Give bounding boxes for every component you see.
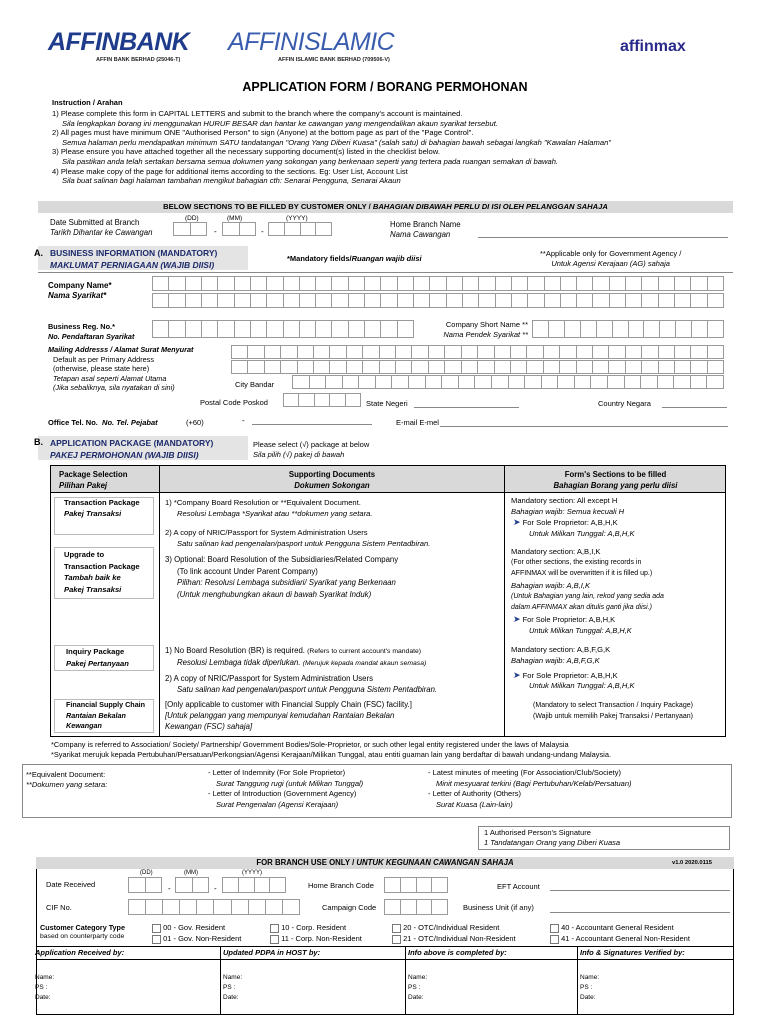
state-label: State Negeri (366, 399, 408, 408)
p1-sole-en: For Sole Proprietor: A,B,H,K (522, 518, 618, 527)
reg-no-label (48, 322, 134, 342)
mailing-address-line3: (otherwise, please state here) (53, 364, 150, 373)
transaction-package-en: Transaction Package (64, 498, 140, 507)
fsc-package-label (66, 700, 145, 732)
home-branch-label (390, 220, 461, 240)
p1-doc1 (165, 497, 372, 519)
instruction-1-ms: Sila lengkapkan borang ini menggunakan HURUF BESAR dan hantar ke cawangan yang mengendalikan akaun syarikat tersebut. (62, 118, 498, 128)
date-submitted-label (50, 218, 152, 238)
section-b-title-en: APPLICATION PACKAGE (MANDATORY) (50, 438, 214, 448)
date-received-label: Date Received (46, 880, 96, 889)
sig2-date: Date: (223, 994, 239, 1001)
sig2-fields (223, 973, 242, 1003)
instruction-1-en: 1) Please complete this form in CAPITAL LETTERS and submit to the branch where the company's account is maintained. (52, 109, 463, 118)
sig-pdpa-by: Updated PDPA in HOST by: (223, 948, 321, 957)
note-company-ms: *Syarikat merujuk kepada Pertubuhan/Persatuan/Perkongsian/Agensi Kerajaan/Milikan Tunggal, atau entiti guaman lain yang berdaftar di bawah undang-undang Malaysia. (51, 750, 611, 759)
category-group-gov (152, 922, 241, 944)
office-tel-ms: No. Tel. Pejabat (102, 418, 158, 427)
p4-doc-l3: Kewangan (FSC) sahaja] (165, 722, 253, 731)
instruction-3-ms: Sila pastikan anda telah sertakan bersama semua dokumen yang sokongan yang berkenaan seperti yang tertera pada ruangan semakan di bawah. (62, 156, 559, 166)
eq-b2: Minit mesyuarat terkini (Bagi Pertubuhan/Kelab/Persatuan) (436, 778, 632, 788)
office-tel-input[interactable] (252, 424, 372, 425)
instruction-4-ms: Sila buat salinan bagi halaman tambahan mengikut bahagian cth: Senarai Pengguna, Senarai Akaun (62, 176, 401, 186)
fsc-package-l1: Financial Supply Chain (66, 700, 146, 709)
section-a-title-en: BUSINESS INFORMATION (MANDATORY) (50, 248, 218, 258)
mailing-address-line4: Tetapan asal seperti Alamat Utama (53, 373, 167, 383)
short-name-label (420, 320, 528, 340)
eft-account-input[interactable] (550, 890, 730, 891)
instruction-3-en: 3) Please ensure you have attached together all the necessary supporting document(s) listed in the checklist below. (52, 147, 440, 157)
signature-ms: 1 Tandatangan Orang yang Diberi Kuasa (484, 838, 621, 847)
instruction-heading (52, 98, 123, 107)
category-20-checkbox[interactable] (392, 924, 401, 933)
category-group-ag (550, 922, 690, 944)
tel-dash: - (242, 416, 245, 425)
home-branch-code-input[interactable] (384, 877, 448, 893)
fsc-package-l3: Kewangan (66, 721, 102, 730)
col-package-selection-en: Package Selection (59, 470, 128, 479)
col-form-sections-ms: Bahagian Borang yang perlu diisi (553, 481, 678, 490)
short-name-input[interactable] (532, 320, 724, 338)
notes-company (51, 740, 731, 760)
select-package-note (253, 440, 369, 460)
col-form-sections (505, 469, 726, 491)
branch-sig-header-line (36, 959, 734, 960)
branch-mm-label: (MM) (184, 870, 198, 876)
gov-agency-note-en: **Applicable only for Government Agency / (540, 249, 682, 258)
company-name-input-row1[interactable] (152, 276, 724, 291)
category-20-label: 20 - OTC/Individual Resident (403, 923, 500, 932)
short-name-ms: Nama Pendek Syarikat ** (443, 330, 528, 339)
branch-bar-ms: UNTUK KEGUNAAN CAWANGAN SAHAJA (356, 858, 514, 867)
customer-category-sub: based on counterparty code (40, 933, 125, 940)
category-00-label: 00 - Gov. Resident (163, 923, 226, 932)
sig-received-by: Application Received by: (35, 948, 125, 957)
p1-sole-ms: Untuk Milikan Tunggal: A,B,H,K (529, 528, 635, 538)
sig2-name: Name: (223, 974, 243, 981)
p2-f5: (Untuk Bahagian yang lain, rekod yang sedia ada (511, 593, 664, 601)
business-unit-label: Business Unit (if any) (463, 903, 534, 912)
date-dash-2: - (261, 227, 264, 236)
branch-dash-2: - (214, 884, 217, 893)
customer-bar-ms: BAHAGIAN DIBAWAH PERLU DI ISI OLEH PELANGGAN SAHAJA (372, 202, 608, 211)
home-branch-input[interactable] (478, 237, 728, 238)
sig4-fields (580, 973, 599, 1003)
signature-label (484, 828, 620, 848)
p3-doc1-note-ms: (Merujuk kepada mandat akaun semasa) (302, 660, 427, 667)
gov-agency-note (540, 249, 681, 269)
p1-doc1-ms: Resolusi Lembaga *Syarikat atau **dokumen yang setara. (177, 509, 373, 518)
sig1-date: Date: (35, 994, 51, 1001)
sig4-ps: PS : (580, 984, 593, 991)
postal-code-label: Postal Code Poskod (200, 398, 268, 407)
section-a-divider (38, 272, 733, 273)
arrow-icon: ➤ (513, 613, 521, 624)
eq-a3: - Letter of Introduction (Government Agency) (208, 789, 357, 798)
p2-f7: For Sole Proprietor: A,B,H,K (522, 614, 616, 624)
office-tel-en: Office Tel. No. (48, 418, 98, 427)
instruction-2-ms: Semua halaman perlu mendapatkan minimum SATU tandatangan "Orang Yang Diberi Kuasa" (salah satu) di bahagian bawah sebagai langkah "Kawalan Halaman" (62, 137, 612, 147)
p2-f6: dalam AFFINMAX akan ditulis ganti jika diisi.) (511, 603, 652, 611)
p3-sections (511, 645, 635, 692)
p2-f1: Mandatory section: A,B,I,K (511, 547, 601, 556)
note-company-en: *Company is referred to Association/ Society/ Partnership/ Government Bodies/Sole-Proprietor, or such other legal entity registered under the laws of Malaysia (51, 740, 569, 749)
branch-yyyy-label: (YYYY) (242, 870, 263, 876)
customer-category-label (40, 923, 125, 941)
p1-doc1-en: 1) *Company Board Resolution or **Equivalent Document. (165, 498, 361, 507)
cif-input[interactable] (128, 899, 300, 915)
affin-bank-logo (48, 28, 189, 57)
category-10-label: 10 - Corp. Resident (281, 923, 347, 932)
equivalent-docs-label (26, 770, 107, 790)
p4-f1: (Mandatory to select Transaction / Inquiry Package) (533, 702, 693, 709)
mandatory-note (287, 254, 422, 263)
date-submitted-dd-input[interactable] (173, 222, 207, 236)
branch-bar-en: FOR BRANCH USE ONLY / (256, 858, 357, 867)
company-name-input-row2[interactable] (152, 293, 724, 308)
section-a-title (50, 247, 217, 271)
date-mm-label: (MM) (227, 215, 243, 222)
affin-islamic-subtitle: AFFIN ISLAMIC BANK BERHAD (709506-V) (278, 57, 390, 63)
select-package-en: Please select (√) package at below (253, 440, 370, 449)
branch-sig-top-line (36, 946, 734, 947)
p2-sections (511, 547, 664, 636)
category-11-label: 11 - Corp. Non-Resident (281, 934, 362, 943)
city-input[interactable] (292, 375, 724, 389)
category-10-checkbox[interactable] (270, 924, 279, 933)
instruction-4-en: 4) Please make copy of the page for additional items according to the sections. Eg: User List, Account List (52, 166, 408, 176)
upgrade-package-label (64, 549, 140, 595)
sig1-fields (35, 973, 54, 1003)
branch-sig-divider-1 (220, 946, 221, 1015)
p1-section-en: Mandatory section: All except H (511, 496, 618, 505)
p1-section-ms: Bahagian wajib: Semua kecuali H (511, 506, 625, 516)
eq-a4: Surat Pengenalan (Agensi Kerajaan) (216, 799, 339, 809)
p2-f3: AFFINMAX will be overwritten if it is filled up.) (511, 569, 653, 577)
reg-no-input[interactable] (152, 320, 414, 338)
eq-a2: Surat Tanggung rugi (untuk Milikan Tunggal) (216, 778, 364, 788)
mandatory-note-ms: Ruangan wajib diisi (351, 254, 422, 263)
p3-f1: Mandatory section: A,B,F,G,K (511, 645, 611, 654)
branch-bar-text (36, 858, 734, 867)
upgrade-package-l1: Upgrade to (64, 550, 105, 559)
p3-doc2-en: 2) A copy of NRIC/Passport for System Administration Users (165, 674, 373, 683)
p1-doc2 (165, 527, 430, 549)
fsc-package-l2: Rantaian Bekalan (66, 710, 126, 720)
office-tel-label (48, 418, 158, 427)
sig1-ps: PS : (35, 984, 48, 991)
equivalent-docs-ms: **Dokumen yang setara: (26, 780, 108, 789)
sig3-date: Date: (408, 994, 424, 1001)
category-01-checkbox[interactable] (152, 935, 161, 944)
home-branch-code-label: Home Branch Code (308, 881, 374, 890)
p3-doc1-en: 1) No Board Resolution (BR) is required. (165, 646, 305, 655)
date-submitted-ms: Tarikh Dihantar ke Cawangan (50, 228, 153, 237)
category-group-corp (270, 922, 362, 944)
business-unit-input[interactable] (550, 912, 730, 913)
category-11-checkbox[interactable] (270, 935, 279, 944)
version-label: v1.0 2020.0115 (672, 860, 712, 866)
instruction-list (52, 109, 742, 186)
package-col-divider-1 (159, 465, 160, 737)
instruction-2-en: 2) All pages must have minimum ONE "Authorised Person" to sign (Anyone) at the bottom page as part of the "Page Control". (52, 128, 474, 138)
p3-doc1-ms: Resolusi Lembaga tidak diperlukan. (177, 658, 301, 667)
p3-doc1 (165, 645, 426, 669)
mailing-address-line2: Default as per Primary Address (53, 354, 154, 364)
equivalent-docs-list-b (428, 768, 632, 810)
p3-doc2 (165, 673, 437, 695)
eft-account-label: EFT Account (497, 882, 540, 891)
col-form-sections-en: Form's Sections to be filled (564, 470, 667, 479)
home-branch-en: Home Branch Name (390, 220, 461, 229)
date-submitted-yyyy-input[interactable] (268, 222, 332, 236)
gov-agency-note-ms: Untuk Agensi Kerajaan (AG) sahaja (551, 259, 670, 268)
transaction-package-ms: Pakej Transaksi (64, 509, 122, 518)
company-name-ms: Nama Syarikat* (48, 291, 107, 300)
category-41-checkbox[interactable] (550, 935, 559, 944)
mailing-address-label (48, 345, 193, 393)
category-00-checkbox[interactable] (152, 924, 161, 933)
sig4-date: Date: (580, 994, 596, 1001)
package-col-divider-2 (504, 465, 505, 737)
equivalent-docs-list-a (208, 768, 363, 810)
sig-completed-by: Info above is completed by: (408, 948, 507, 957)
inquiry-package-label (66, 646, 129, 669)
mailing-address-input-row2[interactable] (231, 360, 724, 374)
affin-bank-subtitle: AFFIN BANK BERHAD (25046-T) (96, 57, 181, 63)
category-40-label: 40 - Accountant General Resident (561, 923, 674, 932)
city-label: City Bandar (235, 380, 275, 389)
mailing-address-line5: (Jika sebaliknya, sila nyatakan di sini) (53, 383, 175, 392)
category-40-checkbox[interactable] (550, 924, 559, 933)
sig3-fields (408, 973, 427, 1003)
mandatory-note-en: *Mandatory fields/ (287, 254, 352, 263)
p4-f2: (Wajib untuk memilih Pakej Transaksi / Pertanyaan) (532, 713, 694, 720)
date-submitted-en: Date Submitted at Branch (50, 218, 140, 227)
arrow-icon: ➤ (513, 669, 521, 680)
email-input[interactable] (440, 426, 728, 427)
mailing-address-input-row1[interactable] (231, 345, 724, 359)
col-package-selection (59, 469, 127, 491)
cif-label: CIF No. (46, 903, 72, 912)
upgrade-package-l4: Pakej Transaksi (64, 584, 122, 594)
p4-doc-l2: [Untuk pelanggan yang mempunyai kemudahan Rantaian Bekalan (165, 711, 395, 720)
p2-f2: (For other sections, the existing records in (511, 558, 642, 566)
company-name-label (48, 281, 112, 301)
eq-a1: - Letter of Indemnity (For Sole Proprietor) (208, 768, 346, 777)
home-branch-ms: Nama Cawangan (390, 230, 451, 239)
section-b-title (50, 437, 213, 461)
date-received-dd-input[interactable] (128, 877, 162, 893)
section-b-letter: B. (34, 437, 43, 447)
customer-bar-en: BELOW SECTIONS TO BE FILLED BY CUSTOMER ONLY / (163, 202, 373, 211)
section-b-title-ms: PAKEJ PERMOHONAN (WAJIB DIISI) (50, 450, 199, 460)
affin-islamic-logo-text: AFFINISLAMIC (228, 28, 395, 56)
p1-doc2-ms: Satu salinan kad pengenalan/pasport untuk Pengguna Sistem Pentadbiran. (177, 539, 431, 548)
eq-b4: Surat Kuasa (Lain-lain) (436, 799, 513, 809)
reg-no-en: Business Reg. No.* (48, 322, 115, 331)
p4-doc (165, 699, 412, 732)
affin-islamic-logo (228, 28, 394, 57)
p3-f2: Bahagian wajib: A,B,F,G,K (511, 655, 600, 665)
instruction-heading-text: Instruction / Arahan (52, 98, 123, 107)
col-supporting-docs-ms: Dokumen Sokongan (294, 481, 370, 490)
p3-doc1-note: (Refers to current account's mandate) (307, 648, 422, 655)
col-supporting-docs (160, 469, 504, 491)
equivalent-docs-en: **Equivalent Document: (26, 770, 106, 779)
branch-sig-divider-2 (405, 946, 406, 1015)
col-package-selection-ms: Pilihan Pakej (59, 481, 108, 490)
sig2-ps: PS : (223, 984, 236, 991)
transaction-package-label (64, 497, 140, 519)
p2-doc-l2: (To link account Under Parent Company) (177, 566, 318, 576)
sig-verified-by: Info & Signatures Verified by: (580, 948, 685, 957)
signature-en: 1 Authorised Person's Signature (484, 828, 591, 837)
country-label: Country Negara (598, 399, 651, 408)
page-title: APPLICATION FORM / BORANG PERMOHONAN (242, 80, 528, 94)
p3-f4: Untuk Milikan Tunggal: A,B,H,K (529, 681, 635, 691)
date-yyyy-label: (YYYY) (286, 215, 308, 222)
postal-code-input[interactable] (283, 393, 361, 407)
date-dd-label: (DD) (185, 215, 199, 222)
date-submitted-mm-input[interactable] (222, 222, 256, 236)
p1-doc2-en: 2) A copy of NRIC/Passport for System Administration Users (165, 528, 368, 537)
country-input[interactable] (662, 407, 727, 408)
reg-no-ms: No. Pendaftaran Syarikat (48, 332, 135, 341)
campaign-code-input[interactable] (384, 899, 448, 915)
sig1-name: Name: (35, 974, 55, 981)
inquiry-package-ms: Pakej Pertanyaan (66, 658, 129, 668)
company-name-en: Company Name* (48, 281, 112, 290)
category-01-label: 01 - Gov. Non-Resident (163, 934, 242, 943)
category-41-label: 41 - Accountant General Non-Resident (561, 934, 690, 943)
affinmax-logo: affinmax (620, 38, 686, 55)
sig3-name: Name: (408, 974, 428, 981)
p2-f8: Untuk Milikan Tunggal: A,B,H,K (529, 625, 632, 635)
campaign-code-label: Campaign Code (322, 903, 377, 912)
sig4-name: Name: (580, 974, 600, 981)
package-header-divider (50, 492, 726, 493)
tel-prefix: (+60) (186, 418, 204, 427)
sig3-ps: PS : (408, 984, 421, 991)
affin-bank-logo-text: AFFINBANK (48, 28, 190, 56)
date-dash-1: - (214, 227, 217, 236)
short-name-en: Company Short Name ** (445, 320, 528, 329)
customer-category-en: Customer Category Type (40, 923, 125, 932)
section-a-letter: A. (34, 248, 43, 258)
arrow-icon: ➤ (513, 517, 521, 527)
branch-dd-label: (DD) (140, 870, 153, 876)
p4-sections (497, 700, 729, 722)
category-21-label: 21 - OTC/Individual Non-Resident (403, 934, 516, 943)
date-received-yyyy-input[interactable] (222, 877, 286, 893)
col-supporting-docs-en: Supporting Documents (288, 470, 376, 479)
eq-b1: - Latest minutes of meeting (For Association/Club/Society) (428, 768, 622, 777)
branch-sig-divider-3 (577, 946, 578, 1015)
p2-doc-l1: 3) Optional: Board Resolution of the Subsidiaries/Related Company (165, 555, 399, 564)
p2-f4: Bahagian wajib: A,B,I,K (511, 581, 591, 591)
upgrade-package-l2: Transaction Package (64, 561, 140, 571)
select-package-ms: Sila pilih (√) pakej di bawah (253, 450, 345, 459)
eq-b3: - Letter of Authority (Others) (428, 789, 521, 798)
mailing-address-title: Mailing Addresss / Alamat Surat Menyurat (48, 345, 194, 354)
p2-doc (165, 554, 398, 600)
state-input[interactable] (414, 407, 519, 408)
section-a-title-ms: MAKLUMAT PERNIAGAAN (WAJIB DIISI) (50, 260, 215, 270)
p2-doc-l4: (Untuk menghubungkan akaun di bawah Syarikat Induk) (177, 589, 372, 599)
branch-dash-1: - (168, 884, 171, 893)
customer-bar-text (38, 202, 733, 211)
category-21-checkbox[interactable] (392, 935, 401, 944)
date-received-mm-input[interactable] (175, 877, 209, 893)
p4-doc-l1: [Only applicable to customer with Financial Supply Chain (FSC) facility.] (165, 700, 412, 709)
category-group-otc (392, 922, 516, 944)
p3-f3: For Sole Proprietor: A,B,H,K (522, 670, 618, 680)
inquiry-package-en: Inquiry Package (66, 647, 125, 656)
p1-sections (511, 496, 635, 539)
p2-doc-l3: Pilihan: Resolusi Lembaga subsidiari/ Syarikat yang Berkenaan (177, 578, 396, 587)
email-label: E-mail E-mel (396, 418, 439, 427)
upgrade-package-l3: Tambah baik ke (64, 573, 121, 582)
p3-doc2-ms: Satu salinan kad pengenalan/pasport untuk Pengguna Sistem Pentadbiran. (177, 685, 438, 694)
